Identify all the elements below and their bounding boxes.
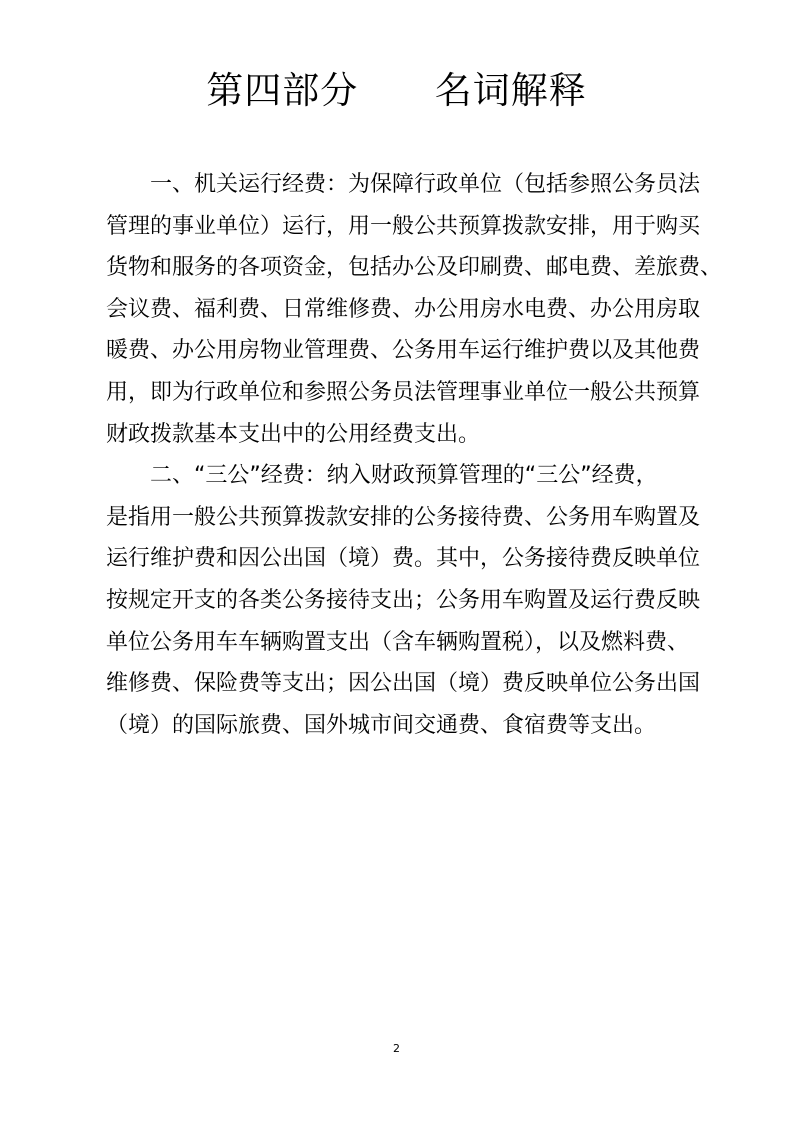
paragraph-line: 货物和服务的各项资金，包括办公及印刷费、邮电费、差旅费、	[106, 255, 723, 281]
paragraph-machine-operating-costs	[106, 164, 723, 455]
paragraph-line: 会议费、福利费、日常维修费、办公用房水电费、办公用房取	[106, 296, 701, 322]
paragraph-line: 是指用一般公共预算拨款安排的公务接待费、公务用车购置及	[106, 504, 701, 530]
paragraph-line: 按规定开支的各类公务接待支出；公务用车购置及运行费反映	[106, 587, 701, 613]
paragraph-line: 财政拨款基本支出中的公用经费支出。	[106, 421, 481, 447]
paragraph-line: 管理的事业单位）运行，用一般公共预算拨款安排，用于购买	[106, 213, 701, 239]
paragraph-line: 用，即为行政单位和参照公务员法管理事业单位一般公共预算	[106, 379, 701, 405]
paragraph-line: 暖费、办公用房物业管理费、公务用车运行维护费以及其他费	[106, 338, 701, 364]
paragraph-three-public-expenses	[106, 455, 701, 746]
page-title: 第四部分 名词解释	[206, 69, 587, 112]
paragraph-line: 单位公务用车车辆购置支出（含车辆购置税），以及燃料费、	[106, 629, 690, 655]
paragraph-line: （境）的国际旅费、国外城市间交通费、食宿费等支出。	[106, 712, 657, 738]
paragraph-line: 运行维护费和因公出国（境）费。其中，公务接待费反映单位	[106, 546, 701, 572]
paragraph-line: 二、“三公”经费：纳入财政预算管理的“三公”经费，	[150, 463, 658, 489]
document-body	[106, 164, 723, 746]
paragraph-line: 一、机关运行经费：为保障行政单位（包括参照公务员法	[150, 172, 701, 197]
page-number: 2	[393, 1042, 400, 1055]
paragraph-line: 维修费、保险费等支出；因公出国（境）费反映单位公务出国	[106, 671, 701, 697]
